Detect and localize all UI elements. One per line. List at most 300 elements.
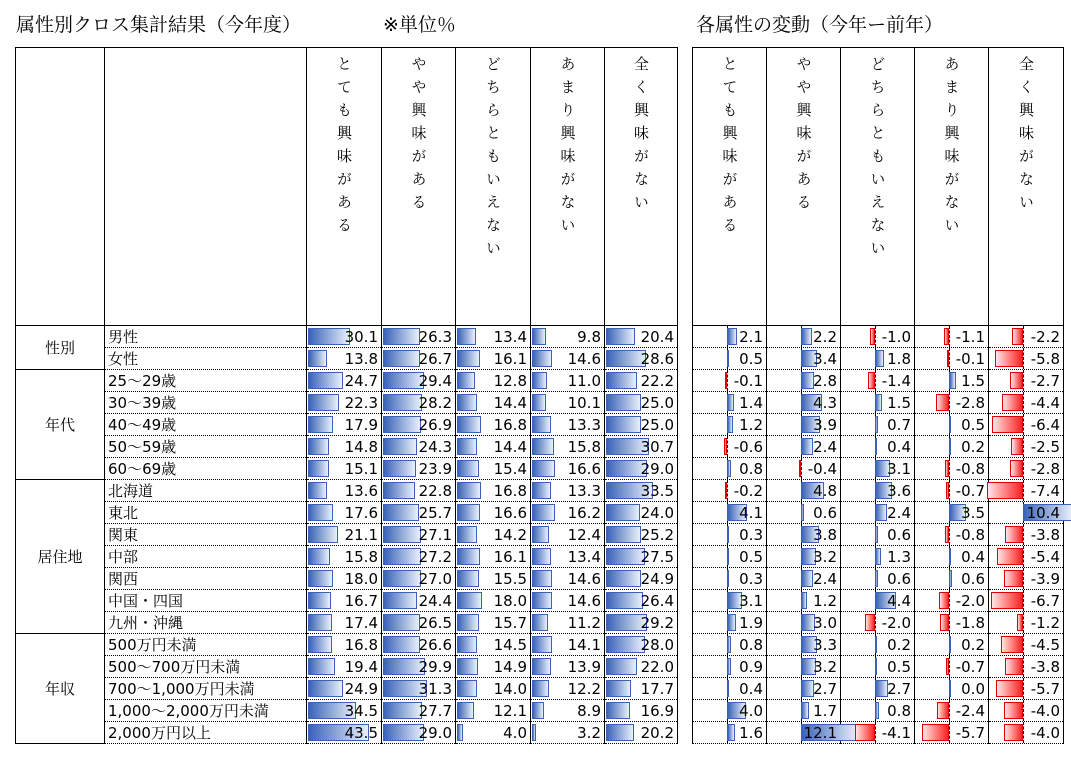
column-header-label: やや興味がある xyxy=(794,56,813,217)
column-header xyxy=(382,48,456,326)
value-label: 25.0 xyxy=(640,394,674,412)
value-label: 14.8 xyxy=(344,438,378,456)
value-cell xyxy=(382,700,456,722)
change-value-label: 0.8 xyxy=(739,460,763,478)
negative-change-bar xyxy=(997,548,1023,565)
value-label: 28.2 xyxy=(418,394,452,412)
change-cell xyxy=(915,722,989,744)
change-cell xyxy=(915,568,989,590)
change-cell xyxy=(841,502,915,524)
change-cell xyxy=(989,458,1064,480)
value-label: 14.6 xyxy=(567,592,601,610)
change-value-label: 3.0 xyxy=(813,614,837,632)
negative-change-bar xyxy=(1001,636,1023,653)
positive-change-bar xyxy=(727,350,729,367)
positive-change-bar xyxy=(875,438,877,455)
value-label: 24.9 xyxy=(640,570,674,588)
data-bar xyxy=(532,526,549,543)
change-cell xyxy=(989,590,1064,612)
value-cell xyxy=(605,590,678,612)
value-cell xyxy=(382,656,456,678)
data-bar xyxy=(383,460,416,477)
row-label: 40～49歳 xyxy=(105,414,307,436)
value-cell xyxy=(382,414,456,436)
value-cell xyxy=(382,590,456,612)
change-cell xyxy=(841,348,915,370)
zero-axis xyxy=(875,326,876,347)
positive-change-bar xyxy=(949,680,951,697)
zero-axis xyxy=(1023,722,1024,743)
table-row xyxy=(693,568,1064,590)
change-cell xyxy=(767,678,841,700)
value-label: 15.8 xyxy=(344,548,378,566)
data-bar xyxy=(383,548,421,565)
data-bar xyxy=(532,438,554,455)
row-label: 60～69歳 xyxy=(105,458,307,480)
value-cell xyxy=(382,612,456,634)
change-cell xyxy=(693,524,767,546)
table-row xyxy=(693,414,1064,436)
data-bar xyxy=(308,350,327,367)
value-label: 13.9 xyxy=(567,658,601,676)
change-cell xyxy=(915,480,989,502)
data-bar xyxy=(532,416,551,433)
positive-change-bar xyxy=(875,350,884,367)
value-label: 19.4 xyxy=(344,658,378,676)
zero-axis xyxy=(1023,524,1024,545)
data-bar xyxy=(308,460,329,477)
data-bar xyxy=(457,438,477,455)
value-label: 12.1 xyxy=(493,702,527,720)
value-cell xyxy=(456,678,531,700)
row-label: 700～1,000万円未満 xyxy=(105,678,307,700)
data-bar xyxy=(383,438,417,455)
value-cell xyxy=(456,590,531,612)
row-label: 30～39歳 xyxy=(105,392,307,414)
value-cell xyxy=(456,612,531,634)
positive-change-bar xyxy=(801,702,809,719)
value-cell xyxy=(605,524,678,546)
change-cell xyxy=(693,458,767,480)
value-cell xyxy=(382,480,456,502)
value-cell xyxy=(307,502,382,524)
change-value-label: 3.1 xyxy=(739,592,763,610)
change-cell xyxy=(989,546,1064,568)
change-value-label: -1.2 xyxy=(1030,614,1060,632)
change-value-label: 3.2 xyxy=(813,548,837,566)
change-cell xyxy=(915,546,989,568)
data-bar xyxy=(308,394,339,411)
value-label: 16.8 xyxy=(493,482,527,500)
zero-axis xyxy=(875,370,876,391)
positive-change-bar xyxy=(801,328,812,345)
row-label: 500万円未満 xyxy=(105,634,307,656)
change-value-label: 12.1 xyxy=(803,724,837,742)
column-header-label: 全く興味がない xyxy=(1017,56,1035,217)
change-value-label: -4.0 xyxy=(1030,702,1060,720)
change-cell xyxy=(693,436,767,458)
change-cell xyxy=(989,436,1064,458)
change-cell xyxy=(841,458,915,480)
zero-axis xyxy=(1023,656,1024,677)
value-label: 20.4 xyxy=(640,328,674,346)
data-bar xyxy=(606,394,641,411)
negative-change-bar xyxy=(868,372,875,389)
group-label: 年収 xyxy=(16,634,105,744)
zero-axis xyxy=(875,612,876,633)
negative-change-bar xyxy=(1002,394,1023,411)
data-bar xyxy=(383,614,420,631)
zero-axis xyxy=(949,458,950,479)
positive-change-bar xyxy=(727,680,729,697)
negative-change-bar xyxy=(922,724,949,741)
change-value-label: -0.8 xyxy=(955,526,985,544)
positive-change-bar xyxy=(949,548,951,565)
change-value-label: 0.4 xyxy=(961,548,985,566)
change-cell xyxy=(693,414,767,436)
table-row xyxy=(16,348,678,370)
change-value-label: 0.2 xyxy=(961,636,985,654)
change-value-label: 0.7 xyxy=(887,416,911,434)
change-value-label: -0.1 xyxy=(733,372,763,390)
change-cell xyxy=(693,722,767,744)
value-label: 10.1 xyxy=(567,394,601,412)
change-cell xyxy=(841,436,915,458)
change-cell xyxy=(841,656,915,678)
value-label: 12.4 xyxy=(567,526,601,544)
change-cell xyxy=(693,326,767,348)
value-label: 22.2 xyxy=(640,372,674,390)
change-cell xyxy=(841,546,915,568)
table-row xyxy=(693,348,1064,370)
row-label: 25～29歳 xyxy=(105,370,307,392)
row-label: 中国・四国 xyxy=(105,590,307,612)
value-label: 13.4 xyxy=(493,328,527,346)
change-value-label: 0.3 xyxy=(739,526,763,544)
change-cell xyxy=(767,414,841,436)
value-cell xyxy=(307,414,382,436)
column-header xyxy=(693,48,767,326)
value-cell xyxy=(531,480,605,502)
value-cell xyxy=(531,678,605,700)
value-cell xyxy=(307,722,382,744)
zero-axis xyxy=(1023,414,1024,435)
positive-change-bar xyxy=(875,504,887,521)
data-bar xyxy=(532,614,548,631)
data-bar xyxy=(383,350,420,367)
change-value-label: -3.9 xyxy=(1030,570,1060,588)
change-value-label: -0.8 xyxy=(955,460,985,478)
data-bar xyxy=(383,570,421,587)
negative-change-bar xyxy=(946,658,949,675)
data-bar xyxy=(606,592,643,609)
value-cell xyxy=(307,546,382,568)
data-bar xyxy=(532,328,546,345)
table-row xyxy=(693,612,1064,634)
negative-change-bar xyxy=(944,328,949,345)
value-cell xyxy=(456,546,531,568)
change-value-label: -4.4 xyxy=(1030,394,1060,412)
table-row xyxy=(693,722,1064,744)
change-cell xyxy=(767,634,841,656)
data-bar xyxy=(383,702,422,719)
value-cell xyxy=(456,348,531,370)
zero-axis xyxy=(1023,436,1024,457)
data-bar xyxy=(457,482,481,499)
value-label: 17.9 xyxy=(344,416,378,434)
table-row xyxy=(16,370,678,392)
negative-change-bar xyxy=(1004,724,1023,741)
positive-change-bar xyxy=(727,636,731,653)
zero-axis xyxy=(1023,326,1024,347)
value-label: 15.5 xyxy=(493,570,527,588)
data-bar xyxy=(308,570,333,587)
value-cell xyxy=(605,678,678,700)
change-cell xyxy=(693,348,767,370)
value-label: 24.3 xyxy=(418,438,452,456)
value-label: 34.5 xyxy=(344,702,378,720)
positive-change-bar xyxy=(727,570,729,587)
change-value-label: -4.5 xyxy=(1030,636,1060,654)
change-value-label: -6.7 xyxy=(1030,592,1060,610)
negative-change-bar xyxy=(946,482,949,499)
change-cell xyxy=(767,700,841,722)
data-bar xyxy=(457,570,479,587)
change-value-label: -6.4 xyxy=(1030,416,1060,434)
data-bar xyxy=(457,658,478,675)
value-label: 11.2 xyxy=(567,614,601,632)
change-cell xyxy=(841,700,915,722)
value-cell xyxy=(605,458,678,480)
table-title: 属性別クロス集計結果（今年度） xyxy=(16,14,302,36)
table-row xyxy=(16,480,678,502)
change-value-label: -2.5 xyxy=(1030,438,1060,456)
value-cell xyxy=(307,370,382,392)
value-label: 28.0 xyxy=(640,636,674,654)
data-bar xyxy=(308,680,343,697)
change-value-label: 0.0 xyxy=(961,680,985,698)
value-label: 16.1 xyxy=(493,350,527,368)
data-bar xyxy=(606,416,641,433)
positive-change-bar xyxy=(727,416,733,433)
positive-change-bar xyxy=(727,724,735,741)
value-cell xyxy=(382,326,456,348)
negative-change-bar xyxy=(936,394,949,411)
negative-change-bar xyxy=(870,328,875,345)
change-cell xyxy=(693,634,767,656)
value-label: 12.8 xyxy=(493,372,527,390)
change-value-label: -0.7 xyxy=(955,658,985,676)
table-row xyxy=(16,656,678,678)
data-bar xyxy=(308,416,333,433)
change-value-label: 3.5 xyxy=(961,504,985,522)
value-cell xyxy=(307,458,382,480)
change-value-label: 3.6 xyxy=(887,482,911,500)
value-label: 21.1 xyxy=(344,526,378,544)
value-label: 26.7 xyxy=(418,350,452,368)
change-cell xyxy=(767,722,841,744)
change-cell xyxy=(915,524,989,546)
change-value-label: 2.8 xyxy=(813,372,837,390)
table-row xyxy=(16,392,678,414)
value-cell xyxy=(605,326,678,348)
change-value-label: 0.2 xyxy=(887,636,911,654)
change-cell xyxy=(767,480,841,502)
change-cell xyxy=(915,612,989,634)
positive-change-bar xyxy=(875,636,877,653)
change-cell xyxy=(693,678,767,700)
change-value-label: 0.5 xyxy=(961,416,985,434)
data-bar xyxy=(457,394,477,411)
change-value-label: 0.5 xyxy=(739,350,763,368)
change-cell xyxy=(915,502,989,524)
data-bar xyxy=(308,526,338,543)
table-row xyxy=(16,546,678,568)
cross-tab-table xyxy=(15,47,678,744)
value-label: 29.0 xyxy=(640,460,674,478)
value-cell xyxy=(307,480,382,502)
positive-change-bar xyxy=(801,438,813,455)
positive-change-bar xyxy=(727,526,729,543)
change-cell xyxy=(841,612,915,634)
change-cell xyxy=(841,634,915,656)
change-cell xyxy=(693,546,767,568)
change-cell xyxy=(841,590,915,612)
zero-axis xyxy=(1023,700,1024,721)
positive-change-bar xyxy=(801,504,804,521)
negative-change-bar xyxy=(996,680,1023,697)
change-value-label: 10.4 xyxy=(1026,504,1060,522)
value-label: 25.0 xyxy=(640,416,674,434)
table-row xyxy=(16,458,678,480)
change-value-label: 3.9 xyxy=(813,416,837,434)
value-cell xyxy=(382,634,456,656)
change-cell xyxy=(915,392,989,414)
change-value-label: 1.4 xyxy=(739,394,763,412)
value-cell xyxy=(531,546,605,568)
data-bar xyxy=(532,372,547,389)
change-cell xyxy=(841,678,915,700)
table-row xyxy=(16,634,678,656)
positive-change-bar xyxy=(727,614,736,631)
negative-change-bar xyxy=(940,614,949,631)
value-label: 15.7 xyxy=(493,614,527,632)
data-bar xyxy=(457,526,477,543)
data-bar xyxy=(457,504,480,521)
table-row xyxy=(16,700,678,722)
data-bar xyxy=(457,328,476,345)
value-label: 24.9 xyxy=(344,680,378,698)
change-value-label: 1.7 xyxy=(813,702,837,720)
value-label: 27.2 xyxy=(418,548,452,566)
negative-change-bar xyxy=(995,350,1023,367)
value-cell xyxy=(456,656,531,678)
change-cell xyxy=(693,656,767,678)
change-value-label: 2.2 xyxy=(813,328,837,346)
change-value-label: 0.9 xyxy=(739,658,763,676)
change-cell xyxy=(767,392,841,414)
value-cell xyxy=(531,458,605,480)
change-value-label: 3.3 xyxy=(813,636,837,654)
change-cell xyxy=(693,392,767,414)
positive-change-bar xyxy=(949,416,951,433)
change-cell xyxy=(989,612,1064,634)
value-cell xyxy=(456,502,531,524)
change-cell xyxy=(693,568,767,590)
data-bar xyxy=(308,636,332,653)
change-value-label: 4.1 xyxy=(739,504,763,522)
positive-change-bar xyxy=(727,658,731,675)
value-cell xyxy=(456,458,531,480)
table-row xyxy=(693,634,1064,656)
change-value-label: -1.1 xyxy=(955,328,985,346)
row-label: 1,000～2,000万円未満 xyxy=(105,700,307,722)
zero-axis xyxy=(949,480,950,501)
zero-axis xyxy=(949,524,950,545)
change-value-label: 1.3 xyxy=(887,548,911,566)
change-cell xyxy=(989,656,1064,678)
change-value-label: 2.4 xyxy=(813,570,837,588)
data-bar xyxy=(383,328,420,345)
value-label: 12.2 xyxy=(567,680,601,698)
data-bar xyxy=(606,724,634,741)
change-value-label: -5.7 xyxy=(955,724,985,742)
data-bar xyxy=(383,724,424,741)
row-label: 2,000万円以上 xyxy=(105,722,307,744)
value-cell xyxy=(307,656,382,678)
zero-axis xyxy=(949,392,950,413)
change-value-label: -7.4 xyxy=(1030,482,1060,500)
change-cell xyxy=(767,370,841,392)
negative-change-bar xyxy=(945,460,949,477)
change-value-label: 0.3 xyxy=(739,570,763,588)
row-label: 男性 xyxy=(105,326,307,348)
negative-change-bar xyxy=(855,724,875,741)
value-label: 14.9 xyxy=(493,658,527,676)
change-value-label: 0.6 xyxy=(813,504,837,522)
change-value-label: 2.4 xyxy=(887,504,911,522)
data-bar xyxy=(532,504,555,521)
value-cell xyxy=(307,568,382,590)
data-bar xyxy=(606,636,645,653)
column-header xyxy=(531,48,605,326)
column-header-label: どちらともいえない xyxy=(484,56,502,263)
positive-change-bar xyxy=(949,372,956,389)
change-value-label: 0.4 xyxy=(887,438,911,456)
zero-axis xyxy=(1023,590,1024,611)
zero-axis xyxy=(1023,568,1024,589)
positive-change-bar xyxy=(875,548,881,565)
change-value-label: 1.5 xyxy=(961,372,985,390)
data-bar xyxy=(532,724,536,741)
value-cell xyxy=(531,370,605,392)
change-value-label: -1.8 xyxy=(955,614,985,632)
table-row xyxy=(16,678,678,700)
data-bar xyxy=(308,658,335,675)
data-bar xyxy=(383,394,422,411)
change-cell xyxy=(841,414,915,436)
value-cell xyxy=(605,436,678,458)
change-cell xyxy=(915,634,989,656)
change-cell xyxy=(989,326,1064,348)
change-cell xyxy=(989,568,1064,590)
value-label: 30.1 xyxy=(344,328,378,346)
data-bar xyxy=(606,328,635,345)
value-cell xyxy=(307,326,382,348)
change-value-label: 2.7 xyxy=(887,680,911,698)
value-cell xyxy=(456,700,531,722)
value-label: 22.8 xyxy=(418,482,452,500)
